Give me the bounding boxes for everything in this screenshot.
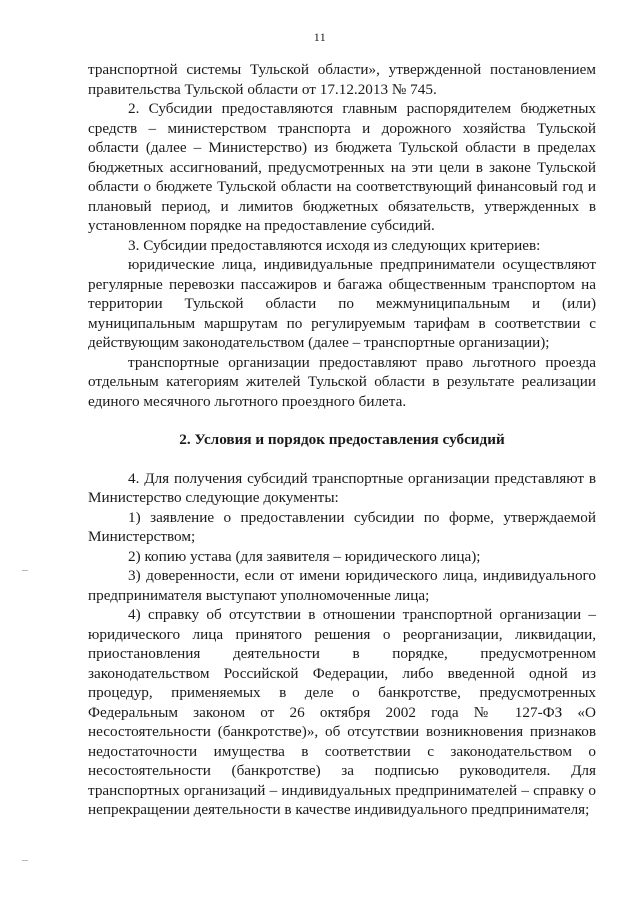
paragraph-criterion-1: юридические лица, индивидуальные предприниматели осуществляют регулярные перевозки пассажиров и багажа общественным транспортом на территории Тульской области по межмуниципальным и (или) муниципальным маршрутам по регулируемым тарифам в соответствии с действующим законодательством (далее – транспортные организации); bbox=[88, 256, 596, 351]
list-item-4: 4) справку об отсутствии в отношении транспортной организации – юридического лица принятого решения о реорганизации, ликвидации, приостановления деятельности в порядке, предусмотренном законодательством Российской Федерации, либо введенной одной из процедур, применяемых в деле о банкротстве, предусмотренных Федеральным законом от 26 октября 2002 года № 127-ФЗ «О несостоятельности (банкротстве)», об отсутствии возникновения признаков недостаточности имущества в соответствии с законодательством о несостоятельности (банкротстве) за подписью руководителя. Для транспортных организаций – индивидуальных предпринимателей – справку о непрекращении деятельности в качестве индивидуального предпринимателя; bbox=[88, 606, 596, 818]
paragraph-continuation: транспортной системы Тульской области», утвержденной постановлением правительства Тульской области от 17.12.2013 № 745. bbox=[88, 61, 596, 98]
paragraph-item-4: 4. Для получения субсидий транспортные организации представляют в Министерство следующие документы: bbox=[88, 469, 596, 506]
list-item-3: 3) доверенности, если от имени юридического лица, индивидуального предпринимателя выступают уполномоченные лица; bbox=[88, 567, 596, 604]
paragraph-item-3: 3. Субсидии предоставляются исходя из следующих критериев: bbox=[128, 236, 541, 254]
page-number: 11 bbox=[313, 30, 327, 44]
list-item-1: 1) заявление о предоставлении субсидии по форме, утверждаемой Министерством; bbox=[88, 508, 596, 545]
document-body bbox=[88, 60, 596, 820]
scan-margin-mark bbox=[22, 570, 28, 571]
section-heading: 2. Условия и порядок предоставления субсидий bbox=[179, 431, 505, 448]
list-item-2: 2) копию устава (для заявителя – юридического лица); bbox=[128, 547, 481, 565]
paragraph-item-2: 2. Субсидии предоставляются главным распорядителем бюджетных средств – министерством транспорта и дорожного хозяйства Тульской области (далее – Министерство) из бюджета Тульской области в пределах бюджетных ассигнований, предусмотренных на эти цели в законе Тульской области о бюджете Тульской области на соответствующий финансовый год и плановый период, и лимитов бюджетных обязательств, утвержденных в установленном порядке на предоставление субсидий. bbox=[88, 100, 596, 234]
paragraph-criterion-2: транспортные организации предоставляют право льготного проезда отдельным категориям жителей Тульской области в результате реализации единого месячного льготного проездного билета. bbox=[88, 353, 596, 410]
scan-margin-mark bbox=[22, 860, 28, 861]
